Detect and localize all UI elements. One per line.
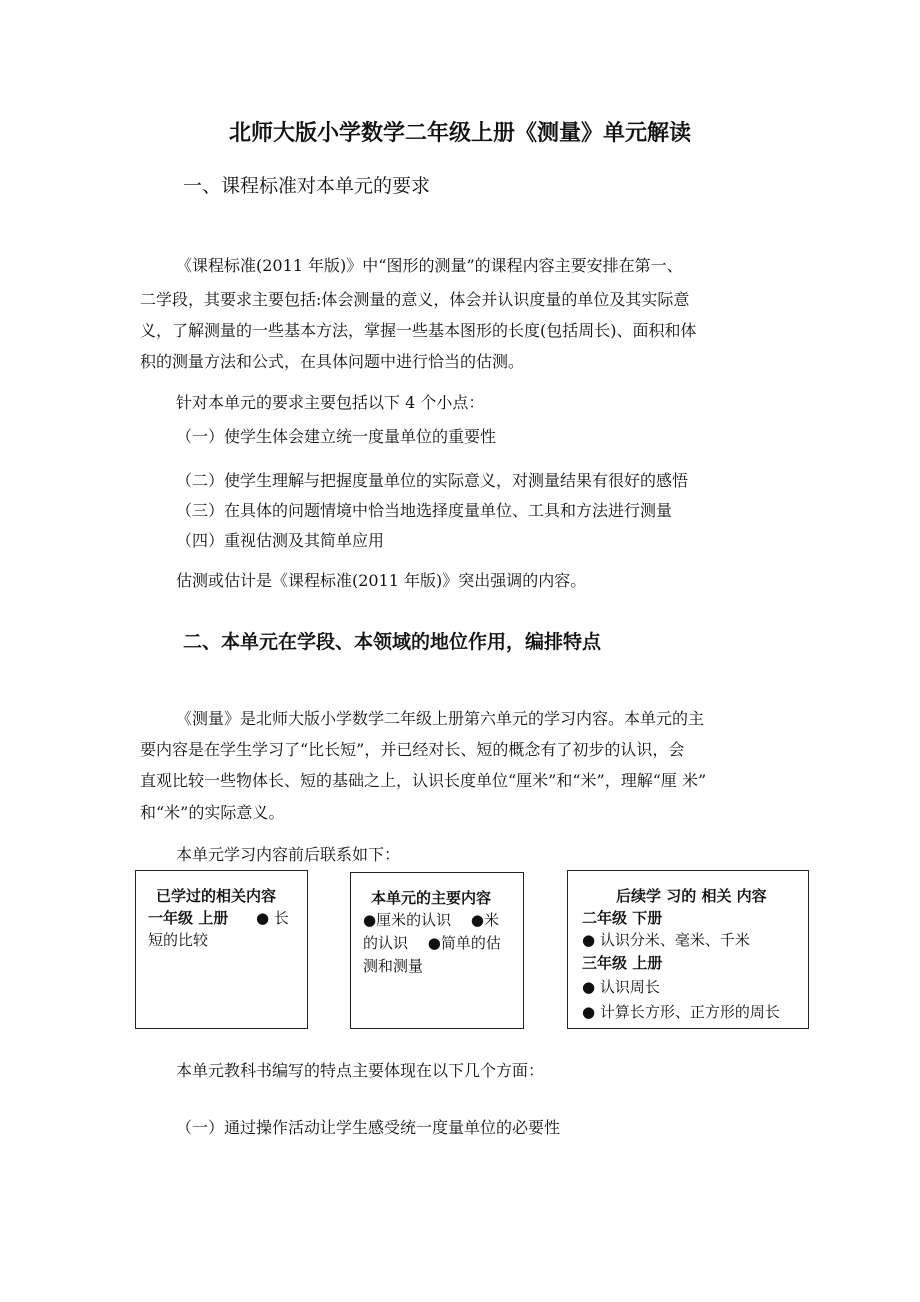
page-title: 北师大版小学数学二年级上册《测量》单元解读 bbox=[228, 121, 691, 146]
feature-heading: （一）通过操作活动让学生感受统一度量单位的必要性 bbox=[176, 1118, 561, 1137]
current-box-line: 测和测量 bbox=[363, 957, 424, 975]
link-intro: 本单元学习内容前后联系如下： bbox=[176, 845, 401, 864]
next-box-grade: 三年级 上册 bbox=[582, 954, 663, 972]
next-box-item: ● 认识周长 bbox=[582, 978, 660, 996]
next-box-item: ● 认识分米、毫米、千米 bbox=[582, 931, 750, 949]
section1-para-line: 二学段，其要求主要包括:体会测量的意义，体会并认识度量的单位及其实际意 bbox=[140, 290, 690, 309]
section2-para-line: 和“米”的实际意义。 bbox=[140, 803, 285, 822]
section1-point: （三）在具体的问题情境中恰当地选择度量单位、工具和方法进行测量 bbox=[176, 501, 673, 520]
section1-para-line: 积的测量方法和公式，在具体问题中进行恰当的估测。 bbox=[140, 352, 525, 371]
current-box-line: ●厘米的认识 ●米 bbox=[363, 911, 499, 929]
prev-box-bullet: ● 长 bbox=[256, 909, 289, 927]
prev-content-box bbox=[135, 870, 308, 1029]
section1-point: （二）使学生理解与把握度量单位的实际意义，对测量结果有很好的感悟 bbox=[176, 471, 689, 490]
next-box-item: ● 计算长方形、正方形的周长 bbox=[582, 1003, 780, 1021]
section2-para-line: 要内容是在学生学习了“比长短”，并已经对长、短的概念有了初步的认识，会 bbox=[140, 740, 685, 759]
current-box-title: 本单元的主要内容 bbox=[371, 889, 492, 907]
prev-box-bullet-cont: 短的比较 bbox=[148, 931, 209, 949]
current-content-box bbox=[350, 872, 524, 1029]
section2-para-line: 《测量》是北师大版小学数学二年级上册第六单元的学习内容。本单元的主 bbox=[176, 709, 705, 728]
section1-para-line: 义，了解测量的一些基本方法，掌握一些基本图形的长度(包括周长)、面积和体 bbox=[140, 321, 697, 340]
section1-intro: 针对本单元的要求主要包括以下 4 个小点： bbox=[176, 393, 485, 412]
next-box-title: 后续学 习的 相关 内容 bbox=[616, 887, 767, 905]
section1-point: （四）重视估测及其简单应用 bbox=[176, 531, 385, 550]
next-box-grade: 二年级 下册 bbox=[582, 909, 663, 927]
section2-para-line: 直观比较一些物体长、短的基础之上，认识长度单位“厘米”和“米”，理解“厘 米” bbox=[140, 771, 707, 790]
features-intro: 本单元教科书编写的特点主要体现在以下几个方面： bbox=[176, 1061, 545, 1080]
current-box-line: 的认识 ●简单的估 bbox=[363, 934, 501, 952]
prev-box-title: 已学过的相关内容 bbox=[156, 887, 277, 905]
section1-heading: 一、课程标准对本单元的要求 bbox=[183, 175, 431, 197]
section2-heading: 二、本单元在学段、本领域的地位作用，编排特点 bbox=[183, 631, 602, 653]
section1-closing: 估测或估计是《课程标准(2011 年版)》突出强调的内容。 bbox=[176, 571, 587, 590]
next-content-box bbox=[567, 870, 809, 1029]
section1-point: （一）使学生体会建立统一度量单位的重要性 bbox=[176, 427, 497, 446]
section1-para-line: 《课程标准(2011 年版)》中“图形的测量”的课程内容主要安排在第一、 bbox=[176, 256, 683, 275]
prev-box-grade: 一年级 上册 bbox=[148, 909, 229, 927]
